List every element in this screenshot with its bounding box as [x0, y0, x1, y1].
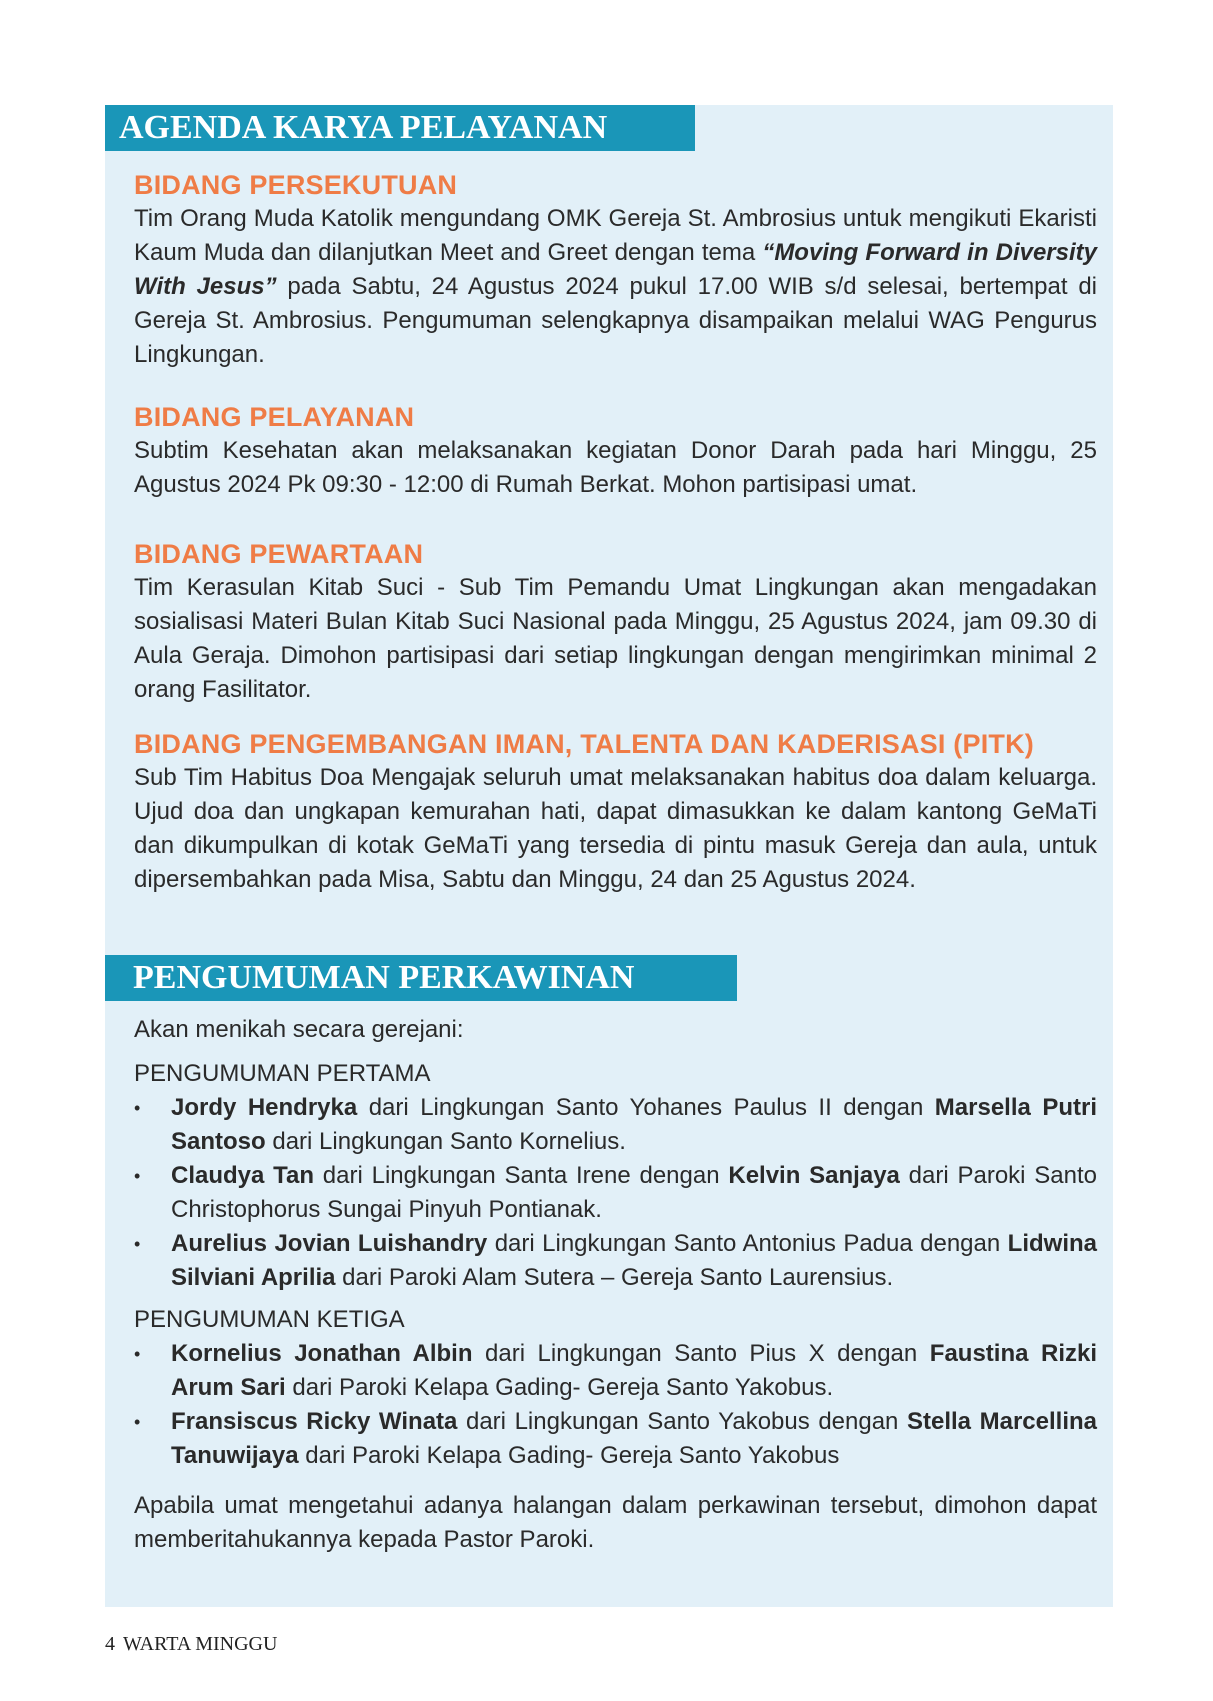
- bride-name: Marsella Putri Santoso: [171, 1094, 1097, 1155]
- groom-name: Kornelius Jonathan Albin: [171, 1340, 473, 1367]
- publication-name: WARTA MINGGU: [123, 1633, 278, 1655]
- list-item: [134, 1091, 1097, 1159]
- section-pewartaan: [134, 537, 1097, 707]
- groom-name: Aurelius Jovian Luishandry: [171, 1230, 488, 1257]
- section-pitk: [134, 727, 1097, 897]
- perkawinan-intro: Akan menikah secara gerejani:: [134, 1016, 464, 1043]
- item-text: dari Lingkungan Santo Pius X dengan: [472, 1340, 930, 1367]
- groom-name: Fransiscus Ricky Winata: [171, 1408, 458, 1435]
- list-item: [134, 1405, 1097, 1473]
- bullet-icon: •: [134, 1412, 141, 1432]
- pewartaan-text: Tim Kerasulan Kitab Suci - Sub Tim Pemandu Umat Lingkungan akan mengadakan sosialisasi Materi Bulan Kitab Suci Nasional pada Minggu, 25 Agustus 2024, jam 09.30 di Aula Geraja. Dimohon partisipasi dari setiap lingkungan dengan mengirimkan minimal 2 orang Fasilitator.: [134, 574, 1097, 703]
- item-text: dari Paroki Santo Christophorus Sungai Pinyuh Pontianak.: [171, 1162, 1097, 1223]
- groom-name: Jordy Hendryka: [171, 1094, 358, 1121]
- list-item: [134, 1227, 1097, 1295]
- item-text: dari Paroki Alam Sutera – Gereja Santo Laurensius.: [335, 1264, 894, 1291]
- item-text: dari Lingkungan Santo Yohanes Paulus II dengan: [357, 1094, 935, 1121]
- item-text: dari Lingkungan Santo Kornelius.: [265, 1128, 626, 1155]
- list-item: [134, 1159, 1097, 1227]
- pengumuman-ketiga-label: PENGUMUMAN KETIGA: [134, 1306, 405, 1333]
- persekutuan-text-b: pada Sabtu, 24 Agustus 2024 pukul 17.00 WIB s/d selesai, bertempat di Gereja St. Ambrosius. Pengumuman selengkapnya disampaikan melalui WAG Pengurus Lingkungan.: [134, 273, 1097, 368]
- pitk-heading: BIDANG PENGEMBANGAN IMAN, TALENTA DAN KADERISASI (PITK): [134, 729, 1034, 759]
- groom-name: Kelvin Sanjaya: [728, 1162, 900, 1189]
- page-number: 4: [105, 1633, 115, 1655]
- bride-name: Faustina Rizki Arum Sari: [171, 1340, 1097, 1401]
- bullet-icon: •: [134, 1166, 141, 1186]
- persekutuan-text-a: Tim Orang Muda Katolik mengundang OMK Gereja St. Ambrosius untuk mengikuti Ekaristi Kaum Muda dan dilanjutkan Meet and Greet dengan tema: [134, 205, 1097, 266]
- section-persekutuan: [134, 168, 1097, 372]
- list-item: [134, 1337, 1097, 1405]
- perkawinan-closing: Apabila umat mengetahui adanya halangan dalam perkawinan tersebut, dimohon dapat memberitahukannya kepada Pastor Paroki.: [134, 1492, 1097, 1553]
- bullet-icon: •: [134, 1098, 141, 1118]
- pewartaan-heading: BIDANG PEWARTAAN: [134, 539, 424, 569]
- pengumuman-pertama-list: [134, 1091, 1097, 1295]
- item-text: dari Lingkungan Santo Yakobus dengan: [457, 1408, 907, 1435]
- page-footer: [105, 1633, 277, 1656]
- bride-name: Claudya Tan: [171, 1162, 315, 1189]
- persekutuan-heading: BIDANG PERSEKUTUAN: [134, 170, 458, 200]
- pengumuman-pertama-label: PENGUMUMAN PERTAMA: [134, 1060, 431, 1087]
- bride-name: Lidwina Silviani Aprilia: [171, 1230, 1097, 1291]
- bride-name: Stella Marcellina Tanuwijaya: [171, 1408, 1097, 1469]
- persekutuan-theme: “Moving Forward in Diversity With Jesus”: [134, 239, 1097, 300]
- item-text: dari Lingkungan Santa Irene dengan: [314, 1162, 729, 1189]
- section-perkawinan: [134, 1013, 1097, 1557]
- bullet-icon: •: [134, 1344, 141, 1364]
- pengumuman-ketiga-list: [134, 1337, 1097, 1473]
- section-pelayanan: [134, 400, 1097, 502]
- item-text: dari Paroki Kelapa Gading- Gereja Santo Yakobus.: [285, 1374, 834, 1401]
- perkawinan-banner: PENGUMUMAN PERKAWINAN: [105, 955, 737, 1001]
- pelayanan-text: Subtim Kesehatan akan melaksanakan kegiatan Donor Darah pada hari Minggu, 25 Agustus 2024 Pk 09:30 - 12:00 di Rumah Berkat. Mohon partisipasi umat.: [134, 437, 1097, 498]
- persekutuan-text: [134, 202, 1097, 372]
- item-text: dari Paroki Kelapa Gading- Gereja Santo Yakobus: [298, 1442, 840, 1469]
- item-text: dari Lingkungan Santo Antonius Padua dengan: [487, 1230, 1008, 1257]
- agenda-banner: AGENDA KARYA PELAYANAN: [105, 105, 695, 151]
- pelayanan-heading: BIDANG PELAYANAN: [134, 402, 415, 432]
- pitk-text: Sub Tim Habitus Doa Mengajak seluruh umat melaksanakan habitus doa dalam keluarga. Ujud doa dan ungkapan kemurahan hati, dapat dimasukkan ke dalam kantong GeMaTi dan dikumpulkan di kotak GeMaTi yang tersedia di pintu masuk Gereja dan aula, untuk dipersembahkan pada Misa, Sabtu dan Minggu, 24 dan 25 Agustus 2024.: [134, 764, 1097, 893]
- bullet-icon: •: [134, 1234, 141, 1254]
